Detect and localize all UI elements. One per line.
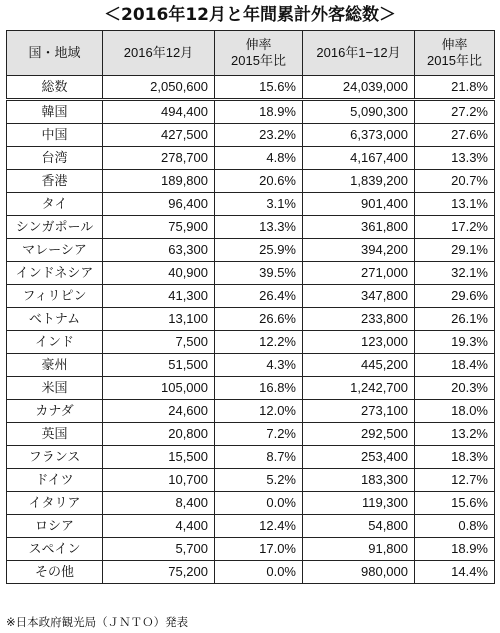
column-header: 国・地域	[7, 31, 103, 76]
value-cell: 427,500	[103, 124, 215, 147]
table-row	[7, 308, 495, 331]
value-cell: 20,800	[103, 423, 215, 446]
value-cell: 347,800	[303, 285, 415, 308]
table-row	[7, 147, 495, 170]
table-row	[7, 193, 495, 216]
value-cell: 16.8%	[215, 377, 303, 400]
country-cell: 香港	[7, 170, 103, 193]
value-cell: 3.1%	[215, 193, 303, 216]
value-cell: 24,039,000	[303, 76, 415, 100]
table-row	[7, 492, 495, 515]
value-cell: 75,900	[103, 216, 215, 239]
table-row	[7, 354, 495, 377]
country-cell: フィリピン	[7, 285, 103, 308]
table-row	[7, 239, 495, 262]
value-cell: 15,500	[103, 446, 215, 469]
value-cell: 13.2%	[415, 423, 495, 446]
value-cell: 119,300	[303, 492, 415, 515]
table-row	[7, 170, 495, 193]
value-cell: 32.1%	[415, 262, 495, 285]
country-cell: シンガポール	[7, 216, 103, 239]
total-row	[7, 76, 495, 100]
value-cell: 278,700	[103, 147, 215, 170]
country-cell: 韓国	[7, 100, 103, 124]
country-cell: タイ	[7, 193, 103, 216]
value-cell: 91,800	[303, 538, 415, 561]
value-cell: 26.1%	[415, 308, 495, 331]
value-cell: 2,050,600	[103, 76, 215, 100]
country-cell: ドイツ	[7, 469, 103, 492]
value-cell: 8,400	[103, 492, 215, 515]
value-cell: 273,100	[303, 400, 415, 423]
value-cell: 12.0%	[215, 400, 303, 423]
value-cell: 5,700	[103, 538, 215, 561]
column-header: 2016年12月	[103, 31, 215, 76]
country-cell: 豪州	[7, 354, 103, 377]
value-cell: 25.9%	[215, 239, 303, 262]
value-cell: 189,800	[103, 170, 215, 193]
value-cell: 12.2%	[215, 331, 303, 354]
value-cell: 75,200	[103, 561, 215, 584]
column-header: 2016年1−12月	[303, 31, 415, 76]
value-cell: 21.8%	[415, 76, 495, 100]
column-header: 伸率 2015年比	[215, 31, 303, 76]
value-cell: 18.9%	[415, 538, 495, 561]
table-row	[7, 446, 495, 469]
value-cell: 18.9%	[215, 100, 303, 124]
value-cell: 271,000	[303, 262, 415, 285]
country-cell: マレーシア	[7, 239, 103, 262]
value-cell: 183,300	[303, 469, 415, 492]
value-cell: 0.8%	[415, 515, 495, 538]
value-cell: 12.4%	[215, 515, 303, 538]
value-cell: 14.4%	[415, 561, 495, 584]
value-cell: 13,100	[103, 308, 215, 331]
value-cell: 29.6%	[415, 285, 495, 308]
value-cell: 1,839,200	[303, 170, 415, 193]
value-cell: 123,000	[303, 331, 415, 354]
value-cell: 20.7%	[415, 170, 495, 193]
table-row	[7, 423, 495, 446]
country-cell: 台湾	[7, 147, 103, 170]
table-row	[7, 124, 495, 147]
value-cell: 0.0%	[215, 561, 303, 584]
value-cell: 253,400	[303, 446, 415, 469]
table-row	[7, 216, 495, 239]
value-cell: 19.3%	[415, 331, 495, 354]
country-cell: ベトナム	[7, 308, 103, 331]
value-cell: 26.4%	[215, 285, 303, 308]
value-cell: 8.7%	[215, 446, 303, 469]
source-note: ※日本政府観光局（ＪＮＴＯ）発表	[6, 615, 189, 629]
value-cell: 51,500	[103, 354, 215, 377]
value-cell: 15.6%	[415, 492, 495, 515]
value-cell: 105,000	[103, 377, 215, 400]
table-row	[7, 377, 495, 400]
table-row	[7, 400, 495, 423]
value-cell: 54,800	[303, 515, 415, 538]
value-cell: 18.0%	[415, 400, 495, 423]
table-row	[7, 469, 495, 492]
value-cell: 4,400	[103, 515, 215, 538]
value-cell: 29.1%	[415, 239, 495, 262]
value-cell: 39.5%	[215, 262, 303, 285]
value-cell: 23.2%	[215, 124, 303, 147]
value-cell: 41,300	[103, 285, 215, 308]
visitor-stats-table	[6, 30, 495, 584]
table-row	[7, 561, 495, 584]
country-cell: その他	[7, 561, 103, 584]
value-cell: 292,500	[303, 423, 415, 446]
table-row	[7, 285, 495, 308]
value-cell: 7,500	[103, 331, 215, 354]
value-cell: 0.0%	[215, 492, 303, 515]
value-cell: 7.2%	[215, 423, 303, 446]
value-cell: 4.8%	[215, 147, 303, 170]
country-cell: 総数	[7, 76, 103, 100]
value-cell: 6,373,000	[303, 124, 415, 147]
value-cell: 4.3%	[215, 354, 303, 377]
country-cell: スペイン	[7, 538, 103, 561]
value-cell: 980,000	[303, 561, 415, 584]
column-header: 伸率 2015年比	[415, 31, 495, 76]
value-cell: 4,167,400	[303, 147, 415, 170]
value-cell: 5,090,300	[303, 100, 415, 124]
value-cell: 26.6%	[215, 308, 303, 331]
value-cell: 27.2%	[415, 100, 495, 124]
value-cell: 233,800	[303, 308, 415, 331]
country-cell: フランス	[7, 446, 103, 469]
country-cell: イタリア	[7, 492, 103, 515]
value-cell: 40,900	[103, 262, 215, 285]
country-cell: インド	[7, 331, 103, 354]
country-cell: 米国	[7, 377, 103, 400]
value-cell: 17.0%	[215, 538, 303, 561]
country-cell: インドネシア	[7, 262, 103, 285]
value-cell: 27.6%	[415, 124, 495, 147]
value-cell: 63,300	[103, 239, 215, 262]
country-cell: ロシア	[7, 515, 103, 538]
country-cell: 英国	[7, 423, 103, 446]
value-cell: 18.4%	[415, 354, 495, 377]
value-cell: 15.6%	[215, 76, 303, 100]
value-cell: 13.3%	[215, 216, 303, 239]
value-cell: 13.3%	[415, 147, 495, 170]
value-cell: 361,800	[303, 216, 415, 239]
value-cell: 5.2%	[215, 469, 303, 492]
value-cell: 901,400	[303, 193, 415, 216]
value-cell: 10,700	[103, 469, 215, 492]
value-cell: 18.3%	[415, 446, 495, 469]
table-row	[7, 538, 495, 561]
value-cell: 12.7%	[415, 469, 495, 492]
table-row	[7, 100, 495, 124]
value-cell: 394,200	[303, 239, 415, 262]
value-cell: 17.2%	[415, 216, 495, 239]
table-row	[7, 331, 495, 354]
value-cell: 20.6%	[215, 170, 303, 193]
value-cell: 24,600	[103, 400, 215, 423]
value-cell: 445,200	[303, 354, 415, 377]
value-cell: 1,242,700	[303, 377, 415, 400]
table-title: ＜2016年12月と年間累計外客総数＞	[104, 5, 396, 25]
country-cell: カナダ	[7, 400, 103, 423]
header-row	[7, 31, 495, 76]
table-row	[7, 515, 495, 538]
value-cell: 494,400	[103, 100, 215, 124]
value-cell: 96,400	[103, 193, 215, 216]
table-row	[7, 262, 495, 285]
value-cell: 20.3%	[415, 377, 495, 400]
country-cell: 中国	[7, 124, 103, 147]
value-cell: 13.1%	[415, 193, 495, 216]
